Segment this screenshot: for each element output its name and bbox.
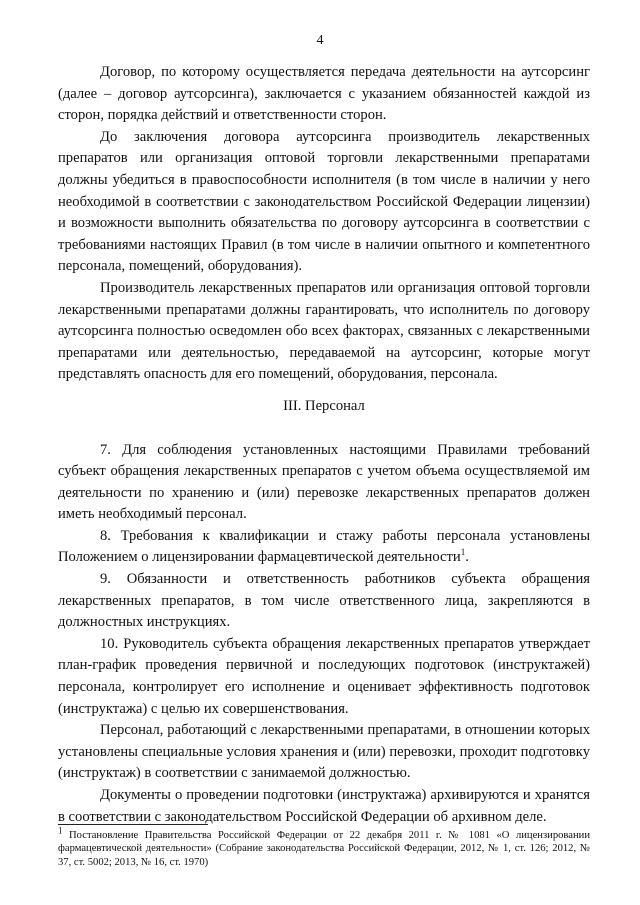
- paragraph-10: 10. Руководитель субъекта обращения лекарственных препаратов утверждает план-график проведения первичной и последующих подготовок (инструктажей) персонала, контролирует его исполнение и оценивает эффективность подготовок (инструктажа) с целью их совершенствования.: [58, 635, 590, 717]
- paragraph-before-contract: До заключения договора аутсорсинга производитель лекарственных препаратов или организация оптовой торговли лекарственными препаратами должны убедиться в правоспособности исполнителя (в том числе в наличии у него необходимой в соответствии с законодательством Российской Федерации лицензии) и возможности выполнить обязательства по договору аутсорсинга в соответствии с требованиями настоящих Правил (в том числе в наличии опытного и компетентного персонала, помещений, оборудования).: [58, 128, 590, 275]
- footnote-separator: [58, 824, 208, 825]
- page-number: 4: [316, 33, 324, 48]
- footnote-marker: 1: [58, 825, 63, 836]
- paragraph-guarantee: Производитель лекарственных препаратов или организация оптовой торговли лекарственными препаратами должны гарантировать, что исполнитель по договору аутсорсинга полностью осведомлен обо всех факторах, связанных с лекарственными препаратами или деятельностью, передаваемой на аутсорсинг, которые могут представлять опасность для его помещений, оборудования, персонала.: [58, 279, 590, 383]
- paragraph-8-text: 8. Требования к квалификации и стажу работы персонала установлены Положением о лицензировании фармацевтической деятельности: [58, 527, 590, 566]
- paragraph-special-conditions: Персонал, работающий с лекарственными препаратами, в отношении которых установлены специальные условия хранения и (или) перевозки, проходит подготовку (инструктаж) в соответствии с занимаемой должностью.: [58, 722, 590, 782]
- paragraph-8-end: .: [465, 549, 469, 566]
- footnote-reference: 1: [460, 547, 466, 558]
- section-heading: III. Персонал: [283, 397, 365, 414]
- document-body: [58, 62, 590, 828]
- paragraph-outsourcing-contract: Договор, по которому осуществляется передача деятельности на аутсорсинг (далее – договор аутсорсинга), заключается с указанием обязанностей каждой из сторон, порядка действий и ответственности сторон.: [58, 64, 590, 124]
- footnote: [58, 825, 590, 869]
- paragraph-7: 7. Для соблюдения установленных настоящими Правилами требований субъект обращения лекарственных препаратов с учетом объема осуществляемой им деятельности по хранению и (или) перевозке лекарственных препаратов должен иметь необходимый персонал.: [58, 441, 590, 523]
- footnote-text: Постановление Правительства Российской Федерации от 22 декабря 2011 г. № 1081 «О лицензировании фармацевтической деятельности» (Собрание законодательства Российской Федерации, 2012, № 1, ст. 126; 2012, № 37, ст. 5002; 2013, № 16, ст. 1970): [58, 830, 590, 868]
- paragraph-9: 9. Обязанности и ответственность работников субъекта обращения лекарственных препаратов, в том числе ответственного лица, закрепляются в должностных инструкциях.: [58, 571, 590, 631]
- paragraph-8: [58, 526, 590, 569]
- paragraph-archive: Документы о проведении подготовки (инструктажа) архивируются и хранятся в соответствии с законодательством Российской Федерации об архивном деле.: [58, 787, 590, 825]
